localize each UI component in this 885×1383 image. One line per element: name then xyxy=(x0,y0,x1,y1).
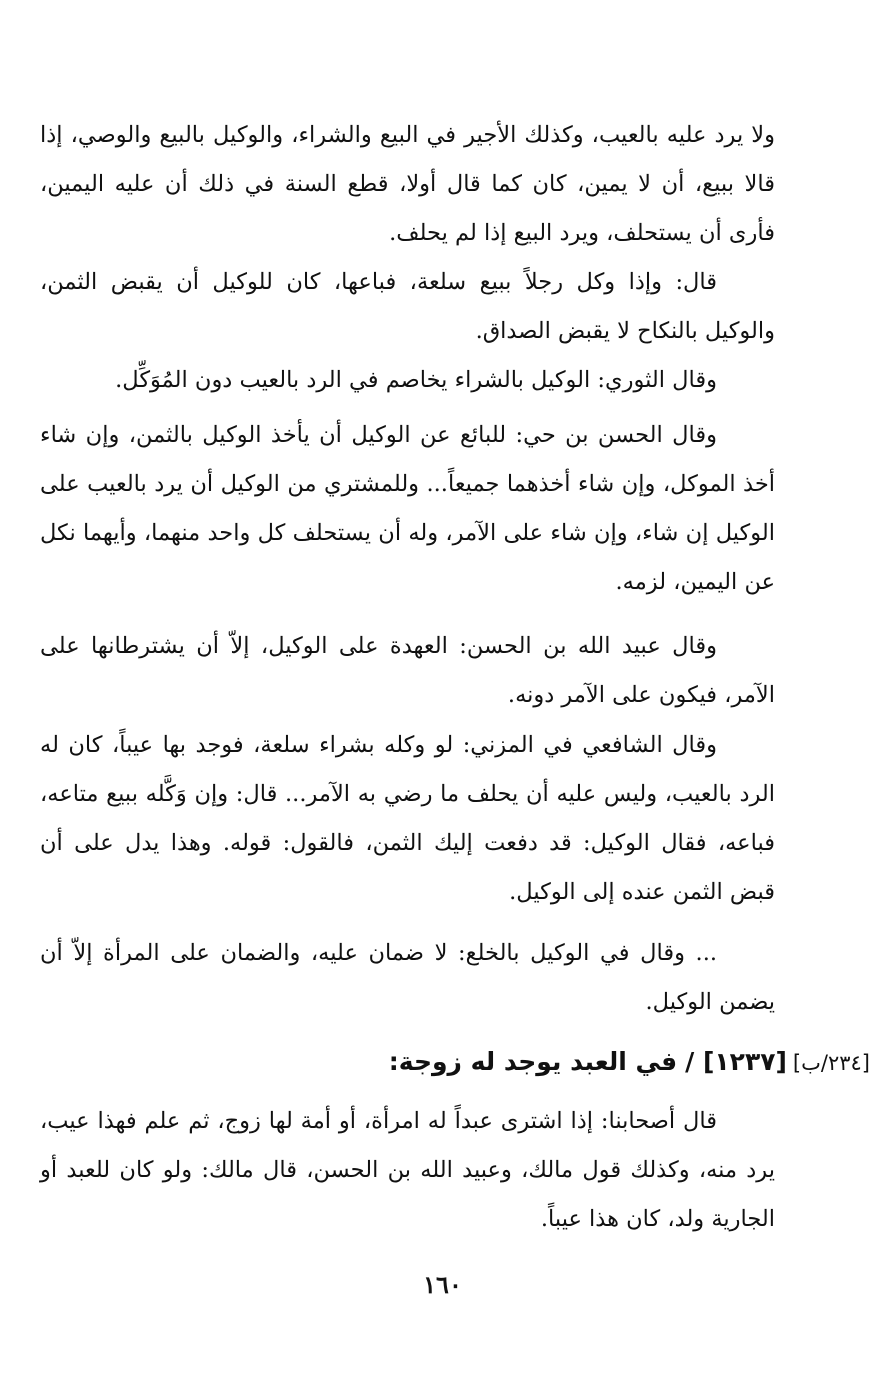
manuscript-ref-marker: [٢٣٤/ب] xyxy=(792,1051,870,1075)
section-number: [١٢٣٧] / xyxy=(685,1047,787,1076)
paragraph-seller-oath: ولا يرد عليه بالعيب، وكذلك الأجير في البيع والشراء، والوكيل بالبيع والوصي، إذا قالا ببيع، أن لا يمين، كان كما قال أولا، قطع السنة في ذلك أن عليه اليمين، فأرى أن يستحلف، ويرد البيع إذا لم يحلف. xyxy=(40,122,775,246)
paragraph-agent-sale: قال: وإذا وكل رجلاً ببيع سلعة، فباعها، كان للوكيل أن يقبض الثمن، والوكيل بالنكاح لا يقبض الصداق. xyxy=(40,269,775,344)
paragraph-slave-spouse: قال أصحابنا: إذا اشترى عبداً له امرأة، أو أمة لها زوج، ثم علم فهذا عيب، يرد منه، وكذلك قول مالك، وعبيد الله بن الحسن، قال مالك: ولو كان للعبد أو الجارية ولد، كان هذا عيباً. xyxy=(40,1108,775,1232)
page-number: ١٦٠ xyxy=(423,1270,462,1299)
paragraph-thawri: وقال الثوري: الوكيل بالشراء يخاصم في الرد بالعيب دون المُوَكِّل. xyxy=(115,367,717,393)
section-title: في العبد يوجد له زوجة: xyxy=(388,1047,678,1076)
section-heading xyxy=(30,1047,870,1087)
paragraph-khul: ... وقال في الوكيل بالخلع: لا ضمان عليه، والضمان على المرأة إلاّ أن يضمن الوكيل. xyxy=(40,940,775,1015)
paragraph-ubaydullah: وقال عبيد الله بن الحسن: العهدة على الوكيل، إلاّ أن يشترطانها على الآمر، فيكون على الآمر دونه. xyxy=(40,633,775,708)
paragraph-hasan-bin-hay: وقال الحسن بن حي: للبائع عن الوكيل أن يأخذ الوكيل بالثمن، وإن شاء أخذ الموكل، وإن شاء أخذهما جميعاً... وللمشتري من الوكيل أن يرد بالعيب على الوكيل إن شاء، وإن شاء على الآمر، وله أن يستحلف كل واحد منهما، وأيهما نكل عن اليمين، لزمه. xyxy=(40,422,775,595)
paragraph-shafii: وقال الشافعي في المزني: لو وكله بشراء سلعة، فوجد بها عيباً، كان له الرد بالعيب، وليس عليه أن يحلف ما رضي به الآمر... قال: وإن وَكَّله ببيع متاعه، فباعه، فقال الوكيل: قد دفعت إليك الثمن، فالقول: قوله. وهذا يدل على أن قبض الثمن عنده إلى الوكيل. xyxy=(40,732,775,905)
